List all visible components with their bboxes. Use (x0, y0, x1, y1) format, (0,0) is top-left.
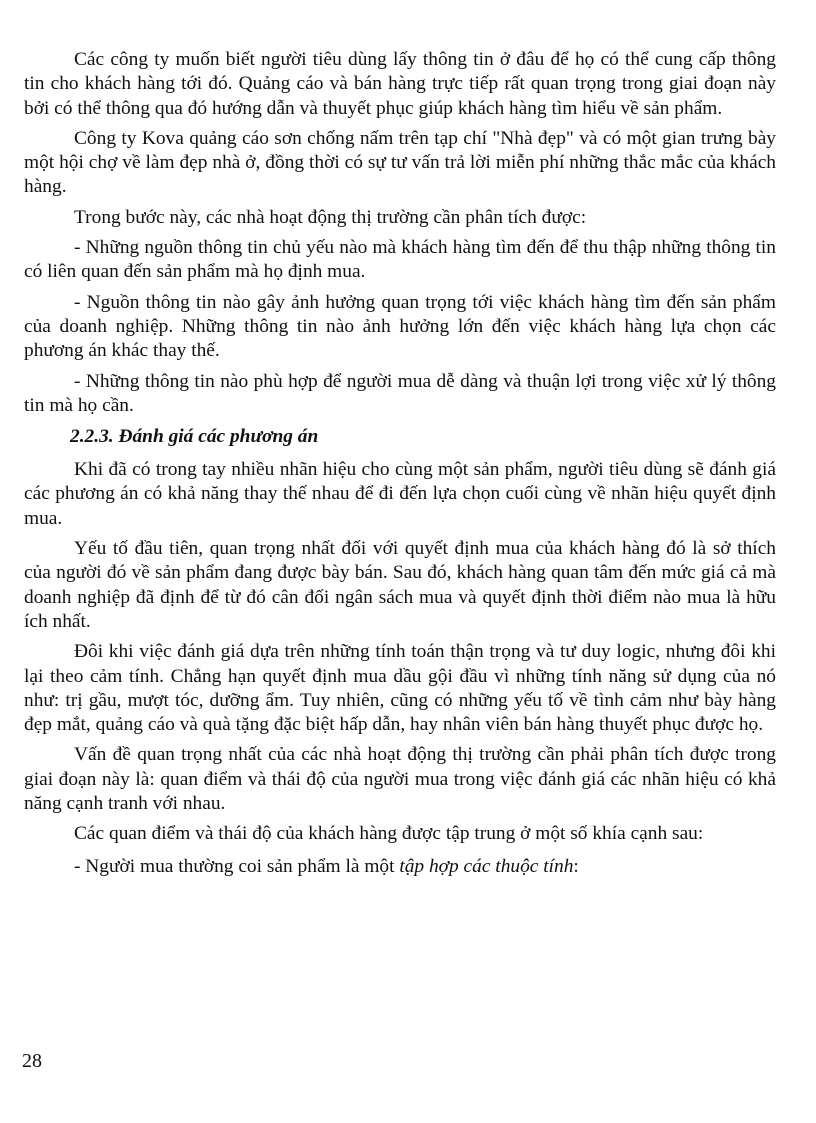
paragraph-6: Đôi khi việc đánh giá dựa trên những tính toán thận trọng và tư duy logic, nhưng đôi khi lại theo cảm tính. Chẳng hạn quyết định mua dầu gội đầu vì những tính năng sử dụng của nó như: trị gầu, mượt tóc, dưỡng ẩm. Tuy nhiên, cũng có những yếu tố về tình cảm như bày hàng đẹp mắt, quảng cáo và quà tặng đặc biệt hấp dẫn, hay nhân viên bán hàng thuyết phục được họ. (24, 641, 776, 736)
last-line (24, 855, 776, 879)
paragraph-3: Trong bước này, các nhà hoạt động thị trường cần phân tích được: (74, 206, 587, 228)
paragraph-5: Yếu tố đầu tiên, quan trọng nhất đối với quyết định mua của khách hàng đó là sở thích của người đó về sản phẩm đang được bày bán. Sau đó, khách hàng quan tâm đến mức giá cả mà doanh nghiệp đã định để từ đó cân đối ngân sách mua và quyết định thời điểm nào mua là hữu ích nhất. (24, 538, 776, 632)
paragraph-7: Vấn đề quan trọng nhất của các nhà hoạt động thị trường cần phải phân tích được trong giai đoạn này là: quan điểm và thái độ của người mua trong việc đánh giá các nhãn hiệu có khả năng cạnh tranh với nhau. (24, 744, 776, 815)
page-body (24, 48, 776, 885)
paragraph-8: Các quan điểm và thái độ của khách hàng được tập trung ở một số khía cạnh sau: (74, 823, 704, 845)
paragraph-2: Công ty Kova quảng cáo sơn chống nấm trên tạp chí "Nhà đẹp" và có một gian trưng bày một hội chợ về làm đẹp nhà ở, đồng thời có sự tư vấn trả lời miễn phí những thắc mắc của khách hàng. (24, 127, 776, 198)
paragraph-4: Khi đã có trong tay nhiều nhãn hiệu cho cùng một sản phẩm, người tiêu dùng sẽ đánh giá các phương án có khả năng thay thế nhau để đi đến lựa chọn cuối cùng về nhãn hiệu quyết định mua. (24, 459, 776, 529)
bullet-paragraph-3: - Những thông tin nào phù hợp để người mua dễ dàng và thuận lợi trong việc xử lý thông tin mà họ cần. (24, 370, 776, 416)
last-line-emphasis: tập hợp các thuộc tính (399, 855, 574, 877)
last-line-suffix: : (573, 855, 579, 877)
page-number: 28 (22, 1050, 42, 1072)
bullet-paragraph-2: - Nguồn thông tin nào gây ảnh hưởng quan trọng tới việc khách hàng tìm đến sản phẩm của doanh nghiệp. Những thông tin nào ảnh hưởng lớn đến việc khách hàng lựa chọn các phương án khác thay thế. (24, 291, 776, 362)
paragraph-1: Các công ty muốn biết người tiêu dùng lấy thông tin ở đâu để họ có thể cung cấp thông tin cho khách hàng tới đó. Quảng cáo và bán hàng trực tiếp rất quan trọng trong giai đoạn này bởi có thể thông qua đó hướng dẫn và thuyết phục giúp khách hàng tìm hiểu về sản phẩm. (24, 49, 776, 119)
section-heading: 2.2.3. Đánh giá các phương án (70, 426, 319, 448)
bullet-paragraph-1: - Những nguồn thông tin chủ yếu nào mà khách hàng tìm đến để thu thập những thông tin có liên quan đến sản phẩm mà họ định mua. (24, 237, 776, 283)
last-line-prefix: - Người mua thường coi sản phẩm là một (74, 855, 400, 877)
